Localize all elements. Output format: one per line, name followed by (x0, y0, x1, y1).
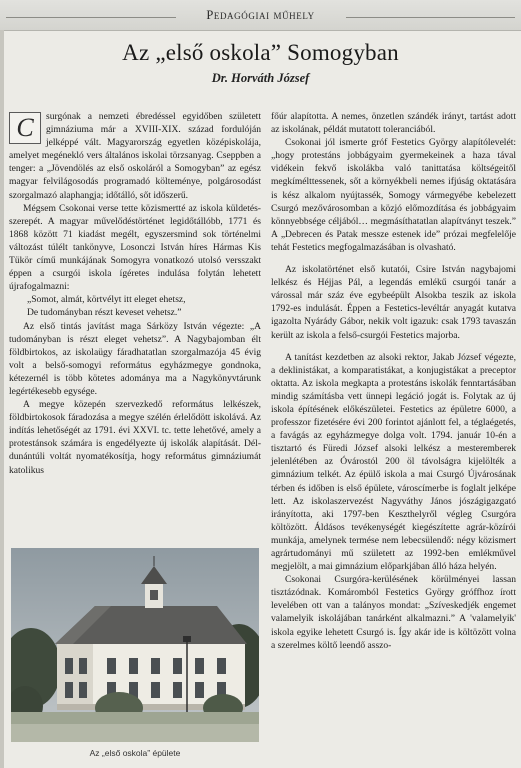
running-header (0, 0, 521, 31)
paragraph: C surgónak a nemzeti ébredéssel egyidőben született gimnáziuma már a XVIII-XIX. század fordulóján jelképpé vált. Magyarország egyetlen középiskolája, amelyet megénekló vers általános iskolai törzsanyag. Cseppben a tenger: a „Jövendölés az első oskoláról a Somogyban” az egész magyar felvilágosodás programadó költeménye, polgárosodást szorgalmazó alaphangja; időtálló, sőt időszerű. (9, 111, 261, 201)
section-title: Pedagógiai műhely (206, 8, 315, 22)
dropcap: C (9, 112, 41, 144)
verse-line: „Somot, almát, körtvélyt itt eleget ehetsz, (27, 294, 186, 306)
paragraph: A megye közepén szervezkedő református lelkészek, földbirtokosok fáradozása a megye szélén érlelődött iskolává. Az indítás lehetőségét az 1791. évi XXVI. tc. tette lehetővé, amely a protestánsok számára is engedélyezte új iskolák alapítását. Dél-dunántúli voltát nyomatékosítja, hogy református gimnáziumát katolikus (9, 399, 261, 476)
article-title: Az „első oskola” Somogyban (122, 40, 399, 65)
left-column (9, 110, 261, 477)
article-author: Dr. Horváth József (211, 71, 310, 85)
paragraph: Mégsem Csokonai verse tette közismertté az iskola küldetés-szerepét. A magyar művelődéstörténet legidőtállóbb, 1771 és 1868 között 71 kiadást megélt, egyszersmind sok történelmi változást túlélt tankönyve, Losonczi István híres Hármas Kis Tükör című munkájának Somogyra vonatkozó utolsó versszakt éppen a csurgói iskola ígéretes indulása folytán lehetett újrafogalmazni: (9, 202, 261, 293)
paragraph: A tanítást kezdetben az alsoki rektor, Jakab József végezte, a deklinistákat, a komparatistákat, a konjugistákat a preceptor oktatta. Az iskola megkapta a protestáns iskolák fenntartásában mindig számításba vett ünnepi legáció jogát is. Folytak az új iskola építésének előkészületei. Festetics az épületre 6000, a professzor fizetésére évi 200 forintot ajánlott fel, a téglaégetés, a favágás az egyházmegye dolga volt. 1794. január 10-én a tisztartó és Füredi József alsoki lelkész a mesteremberek jelenlétében az Óvárostól 200 öl távolságra kijelölték a gimnázium telkét. Az épülő iskola a mai Csurgó Újvárosának térben és időben is első épülete, városcímerbe is foglalt jelképe lett. Az iskolaszervezést Nagyváthy János jószágigazgató irányította, aki 1797-ben Keszthelyről végleg Csurgóra költözött. Áldásos tevékenységét kiegészítette agrár-közírói munkája, amelynek termése nem lebecsülendő: négy közismert agrártudományi mű született az 1992-ben emlékművel megjelölt, a mai gimnázium előparkjában álló háza helyén. (271, 351, 516, 573)
photo-caption: Az „első oskola” épülete (89, 748, 181, 758)
paragraph: Csokonai jól ismerte gróf Festetics György alapítólevelét: „hogy protestáns jobbágyaim gyermekeinek a haza tával vidékein fekvő iskolákba való tanittatása költségeitől megkímélttessenek, sőt a környékbeli nemes ifjúság oktatására is kész alkalom nyújtassék, Somogy vármegyébe kebelezett Csurgó mezővárosomban a közjó előmozdítása és jobbágyaim könnyebbsége céljából… megmásíthatatlan alapítványt teszek.” A „Debrecen és Patak messze estenek ide” prózai megfelelője tehát Festetics megfogalmazásában is olvasható. (271, 137, 516, 253)
paragraph: Az első tintás javítást maga Sárközy István végezte: „A tudományban is részt eleget vehetsz”. A Nagybajomban élt földbirtokos, az iskolaügy fáradhatatlan szorgalmazója 45 évig volt a belső-somogyi református egyházmegye gondnoka, kétezernél is több kötetes adománya ma a Nagykönyvtárunk legértékesebb egysége. (9, 320, 261, 397)
school-building-illustration (11, 548, 259, 742)
paragraph: Az iskolatörténet első kutatói, Csire István nagybajomi lelkész és Héjjas Pál, a legendás emlékű csurgói tanár a várossal már száz éve egybeépült Alsokba teszik az iskola 1792-es indulását. Éppen a Festetics-levéltár anyagát kutatva igazolta Nyárády Gábor, nekik volt igazuk: csak 1793 tavaszán került az iskola a felső-csurgói Festetics majorba. (271, 264, 516, 341)
verse-line: De tudományban részt keveset vehetsz.” (27, 307, 182, 319)
right-column (271, 110, 516, 652)
paragraph: Csokonai Csurgóra-kerülésének körülményei lassan tisztázódnak. Komáromból Festetics György gróffhoz írott levelében ott van a talányos mondat: „Szíveskedjék engemet valamelyik iskolájában tanárként alkalmazni.” A 'valamelyik' iskola egyike lehetett Csurgó is. Így akár ide is költözött volna a szerelmes költő leendő asszo- (271, 574, 516, 651)
header-rule-right (346, 17, 515, 18)
paragraph: főúr alapította. A nemes, önzetlen szándék irányt, tartást adott az iskolának, példát mutatott toleranciából. (271, 111, 516, 136)
page-edge (0, 30, 4, 768)
school-building-photo (11, 548, 259, 742)
